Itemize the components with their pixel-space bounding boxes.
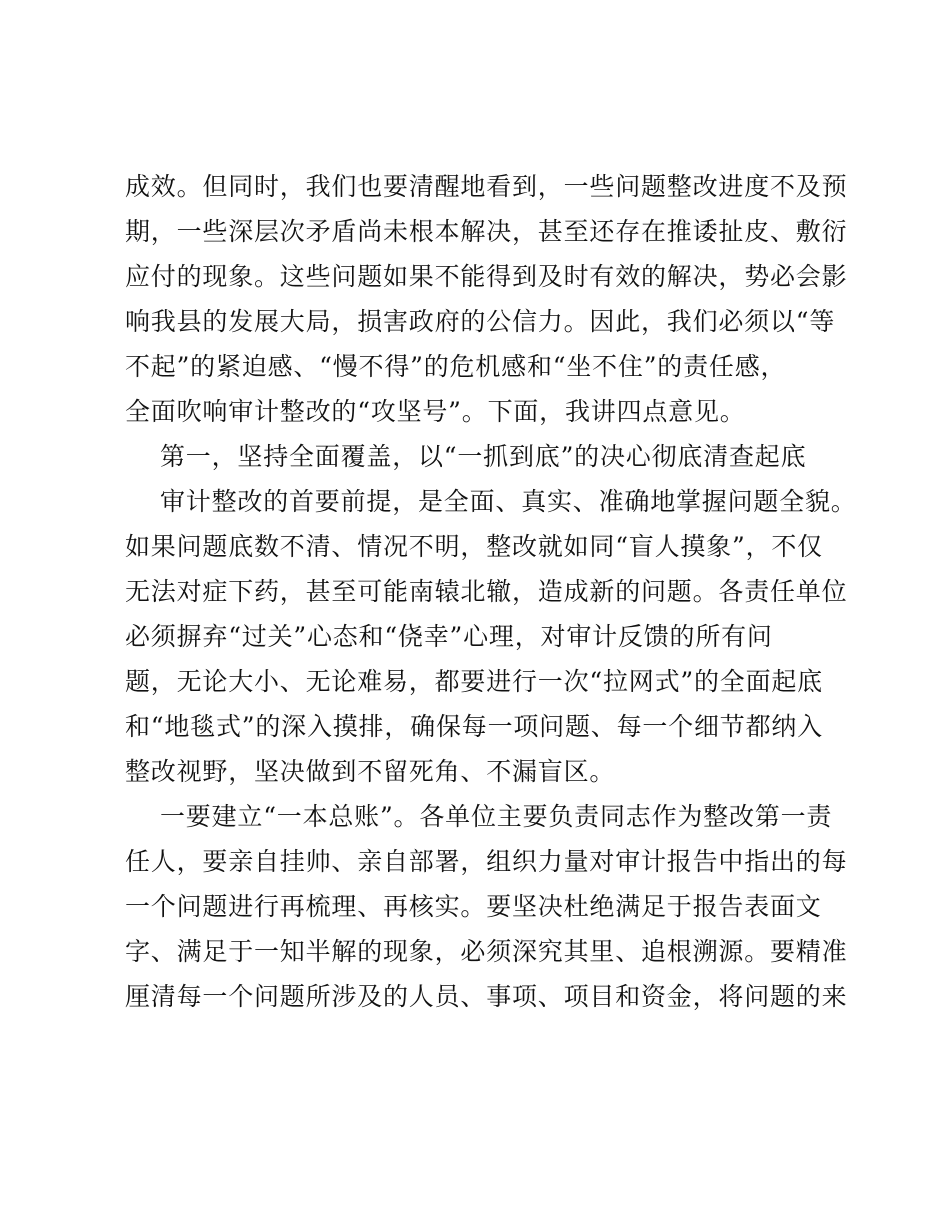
body-text-line: 期，一些深层次矛盾尚未根本解决，甚至还存在推诿扯皮、敷衍 (125, 217, 848, 246)
section-heading: 第一，坚持全面覆盖，以“一抓到底”的决心彻底清查起底 (160, 442, 807, 471)
body-text-line: 题，无论大小、无论难易，都要进行一次“拉网式”的全面起底 (125, 667, 823, 696)
body-text-line: 如果问题底数不清、情况不明，整改就如同“盲人摸象”，不仅 (125, 532, 823, 561)
body-text-line: 全面吹响审计整改的“攻坚号”。下面，我讲四点意见。 (125, 397, 746, 426)
body-text-line: 无法对症下药，甚至可能南辕北辙，造成新的问题。各责任单位 (125, 577, 848, 606)
body-text-line: 成效。但同时，我们也要清醒地看到，一些问题整改进度不及预 (125, 172, 848, 201)
body-text-line: 一要建立“一本总账”。各单位主要负责同志作为整改第一责 (160, 802, 833, 831)
body-text-line: 响我县的发展大局，损害政府的公信力。因此，我们必须以“等 (125, 307, 836, 336)
body-text-line: 整改视野，坚决做到不留死角、不漏盲区。 (125, 757, 616, 786)
body-text-line: 字、满足于一知半解的现象，必须深究其里、追根溯源。要精准 (125, 937, 848, 966)
body-text-line: 必须摒弃“过关”心态和“侥幸”心理，对审计反馈的所有问 (125, 622, 773, 651)
body-text-line: 应付的现象。这些问题如果不能得到及时有效的解决，势必会影 (125, 262, 848, 291)
body-text-line: 不起”的紧迫感、“慢不得”的危机感和“坐不住”的责任感， (125, 352, 787, 381)
body-text-line: 和“地毯式”的深入摸排，确保每一项问题、每一个细节都纳入 (125, 712, 823, 741)
body-text-line: 任人，要亲自挂帅、亲自部署，组织力量对审计报告中指出的每 (125, 847, 848, 876)
body-text-line: 一个问题进行再梳理、再核实。要坚决杜绝满足于报告表面文 (125, 892, 822, 921)
body-text-line: 厘清每一个问题所涉及的人员、事项、项目和资金，将问题的来 (125, 982, 848, 1011)
body-text-line: 审计整改的首要前提，是全面、真实、准确地掌握问题全貌。 (160, 487, 857, 516)
